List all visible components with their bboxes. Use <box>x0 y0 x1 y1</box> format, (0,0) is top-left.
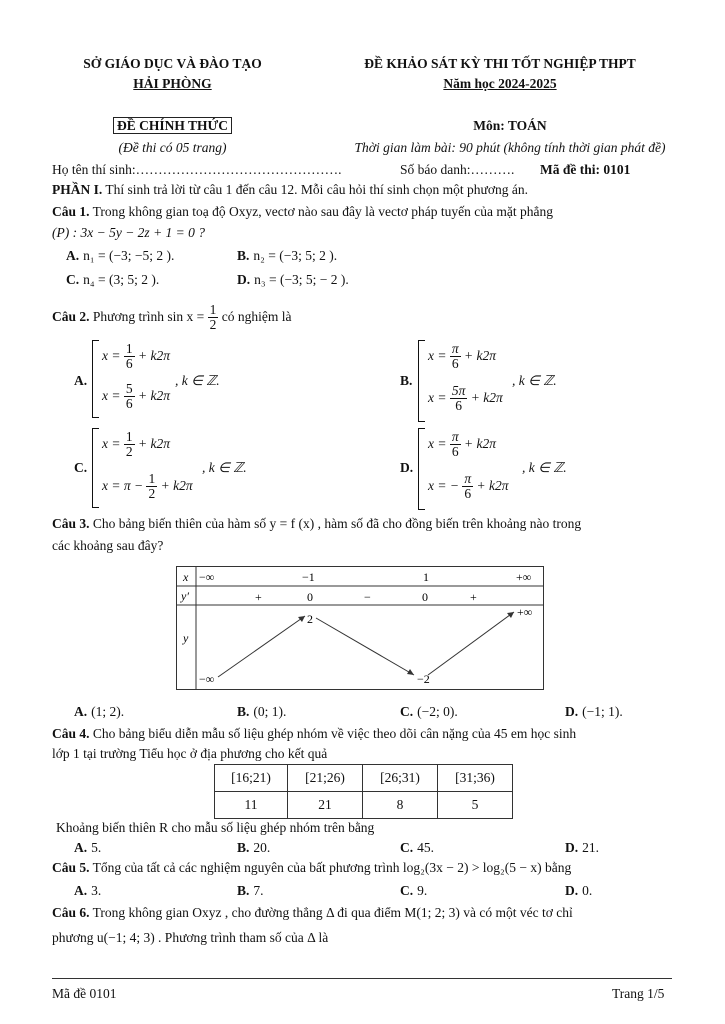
vt-y-0: −∞ <box>199 672 215 686</box>
vt-yp-label: y′ <box>181 589 189 603</box>
q2-b2-den: 6 <box>455 398 462 414</box>
q4-group-1: [21;26) <box>288 765 363 792</box>
q2-b1-den: 6 <box>451 356 459 372</box>
q5-option-b[interactable] <box>237 883 264 899</box>
q1-a-text: n₁ = (−3; −5; 2 ). <box>83 248 175 263</box>
q4-line1 <box>52 726 576 742</box>
part1-text: Thí sinh trả lời từ câu 1 đến câu 12. Mỗi câu hỏi thí sinh chọn một phương án. <box>105 182 528 197</box>
q1-option-d[interactable] <box>237 272 349 288</box>
vt-arrowhead-3 <box>507 612 514 618</box>
vt-y-3: +∞ <box>517 605 533 619</box>
q3-option-c[interactable] <box>400 704 458 720</box>
q4-d-text: 21. <box>582 840 599 855</box>
q4-text3: Khoảng biến thiên R cho mẫu số liệu ghép nhóm trên bằng <box>56 820 375 835</box>
q3-d-text: (−1; 1). <box>582 704 623 719</box>
q5-option-c[interactable] <box>400 883 427 899</box>
vt-border <box>177 567 544 690</box>
q2-fraction <box>208 303 219 332</box>
dept-line1: SỞ GIÁO DỤC VÀ ĐÀO TẠO <box>83 56 262 71</box>
q2-b-bracket <box>418 340 425 422</box>
q2-c2-num: 1 <box>148 471 156 486</box>
q2-d1-rhs: + k2π <box>464 435 496 451</box>
vt-arrow-up-1 <box>218 616 305 677</box>
q1-line <box>52 204 553 220</box>
q2-b1-num: π <box>451 341 459 356</box>
q2-c-label[interactable]: C. <box>74 460 88 475</box>
exam-title: ĐỀ KHẢO SÁT KỲ THI TỐT NGHIỆP THPT <box>364 56 636 71</box>
q4-b-label: B. <box>237 840 250 855</box>
q1-text: Trong không gian toạ độ Oxyz, vectơ nào sau đây là vectơ pháp tuyến của mặt phẳng <box>92 204 553 219</box>
q4-count-2: 8 <box>363 792 438 819</box>
exam-code: Mã đề thi: 0101 <box>540 162 631 177</box>
q1-a-label: A. <box>66 248 80 263</box>
q2-b2-num: 5π <box>451 383 466 398</box>
duration: Thời gian làm bài: 90 phút (không tính thời gian phát đề) <box>354 140 666 155</box>
q2-a-kcond: , k ∈ ℤ. <box>175 373 220 388</box>
vt-x-1: −1 <box>302 570 315 584</box>
vt-x-label: x <box>183 570 189 584</box>
q2-d1-num: π <box>451 429 459 444</box>
q2-a2-num: 5 <box>125 381 133 396</box>
vt-y-1: 2 <box>307 612 313 626</box>
q2-d2-den: 6 <box>464 486 472 502</box>
q2-b2-rhs: + k2π <box>470 389 503 405</box>
q2-d2-rhs: + k2π <box>476 477 509 493</box>
q4-count-1: 21 <box>288 792 363 819</box>
q2-a2-den: 6 <box>125 396 133 412</box>
q5-line <box>52 860 571 876</box>
q4-count-3: 5 <box>438 792 513 819</box>
q2-a2-rhs: + k2π <box>137 387 170 403</box>
q2-a1-num: 1 <box>125 341 133 356</box>
q3-line1 <box>52 516 581 532</box>
q4-option-a[interactable] <box>74 840 101 856</box>
table-row <box>215 765 513 792</box>
vt-y-label: y <box>183 631 189 645</box>
q5-option-d[interactable] <box>565 883 592 899</box>
q4-option-b[interactable] <box>237 840 270 856</box>
q2-text-after: có nghiệm là <box>221 308 292 324</box>
q3-a-text: (1; 2). <box>91 704 125 719</box>
q1-b-label: B. <box>237 248 250 263</box>
part1-title: PHẦN I. <box>52 182 103 197</box>
vt-yp-4: + <box>470 590 477 604</box>
q4-group-2: [26;31) <box>363 765 438 792</box>
vt-x-3: +∞ <box>516 570 532 584</box>
student-number-line: Số báo danh:………. <box>400 162 515 177</box>
q1-c-text: n₄ = (3; 5; 2 ). <box>83 272 160 287</box>
q5-text: Tổng của tất cả các nghiệm nguyên của bất phương trình log₂(3x − 2) > log₂(5 − x) bằng <box>92 860 572 875</box>
q2-text-before: Phương trình sin x = <box>92 308 205 324</box>
q6-text1: Trong không gian Oxyz , cho đường thẳng Δ đi qua điểm M(1; 2; 3) và có một véc tơ chỉ <box>92 905 573 920</box>
q3-a-label: A. <box>74 704 88 719</box>
q6-line1 <box>52 905 573 921</box>
q2-a1-den: 6 <box>125 356 133 372</box>
q2-d1-den: 6 <box>451 444 459 460</box>
pages-note: (Đề thi có 05 trang) <box>118 140 227 155</box>
part1-line <box>52 182 528 198</box>
q2-c2-lhs: x = π − <box>102 477 144 493</box>
q4-data-table <box>214 764 513 819</box>
q2-d-label[interactable]: D. <box>400 460 414 475</box>
q4-c-label: C. <box>400 840 414 855</box>
q3-d-label: D. <box>565 704 579 719</box>
q1-option-b[interactable] <box>237 248 337 264</box>
q3-b-label: B. <box>237 704 250 719</box>
vt-x-2: 1 <box>423 570 429 584</box>
q2-c-bracket <box>92 428 99 508</box>
q1-b-text: n₂ = (−3; 5; 2 ). <box>253 248 338 263</box>
q2-c1-den: 2 <box>125 444 133 460</box>
q3-label: Câu 3. <box>52 516 90 531</box>
q1-option-c[interactable] <box>66 272 159 288</box>
q3-text1: Cho bảng biến thiên của hàm số y = f (x) , hàm số đã cho đồng biến trên khoảng nào trong <box>92 516 582 531</box>
q4-a-label: A. <box>74 840 88 855</box>
q3-text2: các khoảng sau đây? <box>52 538 164 553</box>
vt-yp-0: + <box>255 590 262 604</box>
vt-yp-1: 0 <box>307 590 313 604</box>
q1-option-a[interactable] <box>66 248 174 264</box>
q5-label: Câu 5. <box>52 860 90 875</box>
vt-yp-2: − <box>364 590 371 604</box>
q1-plane: (P) : 3x − 5y − 2z + 1 = 0 ? <box>52 225 206 240</box>
q4-b-text: 20. <box>253 840 271 855</box>
q2-d1-lhs: x = <box>428 435 447 451</box>
q2-b2-lhs: x = <box>428 389 447 405</box>
q5-a-text: 3. <box>91 883 102 898</box>
q4-option-d[interactable] <box>565 840 599 856</box>
footer-rule <box>52 978 672 979</box>
official-wrap <box>40 118 305 134</box>
q1-d-text: n₃ = (−3; 5; − 2 ). <box>254 272 349 287</box>
dept-line2-wrap <box>40 76 305 92</box>
q5-option-a[interactable] <box>74 883 101 899</box>
q4-text2: lớp 1 tại trường Tiểu học ở địa phương cho kết quả <box>52 746 328 761</box>
q2-b-kcond: , k ∈ ℤ. <box>512 373 557 388</box>
vt-x-0: −∞ <box>199 570 215 584</box>
table-row <box>215 792 513 819</box>
q2-b1-rhs: + k2π <box>464 347 496 363</box>
q4-option-c[interactable] <box>400 840 434 856</box>
q5-d-label: D. <box>565 883 579 898</box>
q3-option-d[interactable] <box>565 704 623 720</box>
q2-label: Câu 2. <box>52 308 90 324</box>
q3-b-text: (0; 1). <box>253 704 287 719</box>
q4-c-text: 45. <box>417 840 434 855</box>
subject: Môn: TOÁN <box>473 118 547 133</box>
official-label: ĐỀ CHÍNH THỨC <box>113 117 232 134</box>
q2-d-bracket <box>418 428 425 510</box>
q4-label: Câu 4. <box>52 726 90 741</box>
q2-a1-lhs: x = <box>102 347 121 363</box>
q5-b-label: B. <box>237 883 250 898</box>
q3-option-a[interactable] <box>74 704 124 720</box>
q2-a1-rhs: + k2π <box>137 347 170 363</box>
q2-d2-num: π <box>464 471 472 486</box>
q4-d-label: D. <box>565 840 579 855</box>
q2-a-bracket <box>92 340 99 418</box>
q4-group-0: [16;21) <box>215 765 288 792</box>
vt-yp-3: 0 <box>422 590 428 604</box>
q4-text1: Cho bảng biểu diễn mẫu số liệu ghép nhóm về việc theo dõi cân nặng của 45 em học sinh <box>92 726 577 741</box>
q2-c1-num: 1 <box>125 429 133 444</box>
q2-c2-rhs: + k2π <box>160 477 193 493</box>
footer-code: Mã đề 0101 <box>52 986 117 1001</box>
q2-d2-lhs: x = − <box>428 477 459 493</box>
q2-a-label[interactable]: A. <box>74 373 88 388</box>
vt-arrow-down <box>316 618 414 675</box>
q6-text2: phương u(−1; 4; 3) . Phương trình tham số của Δ là <box>52 930 329 945</box>
school-year: Năm học 2024-2025 <box>443 76 557 91</box>
q1-label: Câu 1. <box>52 204 90 219</box>
student-name-line: Họ tên thí sinh:………………………………………. <box>52 162 342 177</box>
q3-c-text: (−2; 0). <box>417 704 458 719</box>
q6-label: Câu 6. <box>52 905 90 920</box>
q5-a-label: A. <box>74 883 88 898</box>
q4-a-text: 5. <box>91 840 102 855</box>
q2-b1-lhs: x = <box>428 347 447 363</box>
q2-c1-rhs: + k2π <box>137 435 170 451</box>
vt-y-2: −2 <box>417 672 430 686</box>
q2-frac-den: 2 <box>209 317 217 333</box>
q4-count-0: 11 <box>215 792 288 819</box>
q5-b-text: 7. <box>253 883 264 898</box>
q2-c-kcond: , k ∈ ℤ. <box>202 460 247 475</box>
footer-page: Trang 1/5 <box>612 986 665 1001</box>
q5-d-text: 0. <box>582 883 593 898</box>
q2-a2-lhs: x = <box>102 387 121 403</box>
q3-c-label: C. <box>400 704 414 719</box>
school-year-wrap <box>300 76 700 92</box>
q2-frac-num: 1 <box>209 302 217 317</box>
q5-c-label: C. <box>400 883 414 898</box>
vt-arrowhead-1 <box>298 616 305 622</box>
q3-option-b[interactable] <box>237 704 286 720</box>
q2-c2-den: 2 <box>148 486 156 502</box>
q5-c-text: 9. <box>417 883 428 898</box>
variation-table <box>176 566 544 690</box>
q2-line <box>52 303 291 332</box>
q2-c1-lhs: x = <box>102 435 121 451</box>
vt-arrow-up-2 <box>428 612 514 675</box>
q1-c-label: C. <box>66 272 80 287</box>
q4-group-3: [31;36) <box>438 765 513 792</box>
q2-d-kcond: , k ∈ ℤ. <box>522 460 567 475</box>
dept-line2: HẢI PHÒNG <box>133 76 212 91</box>
q2-b-label[interactable]: B. <box>400 373 413 388</box>
q1-d-label: D. <box>237 272 251 287</box>
